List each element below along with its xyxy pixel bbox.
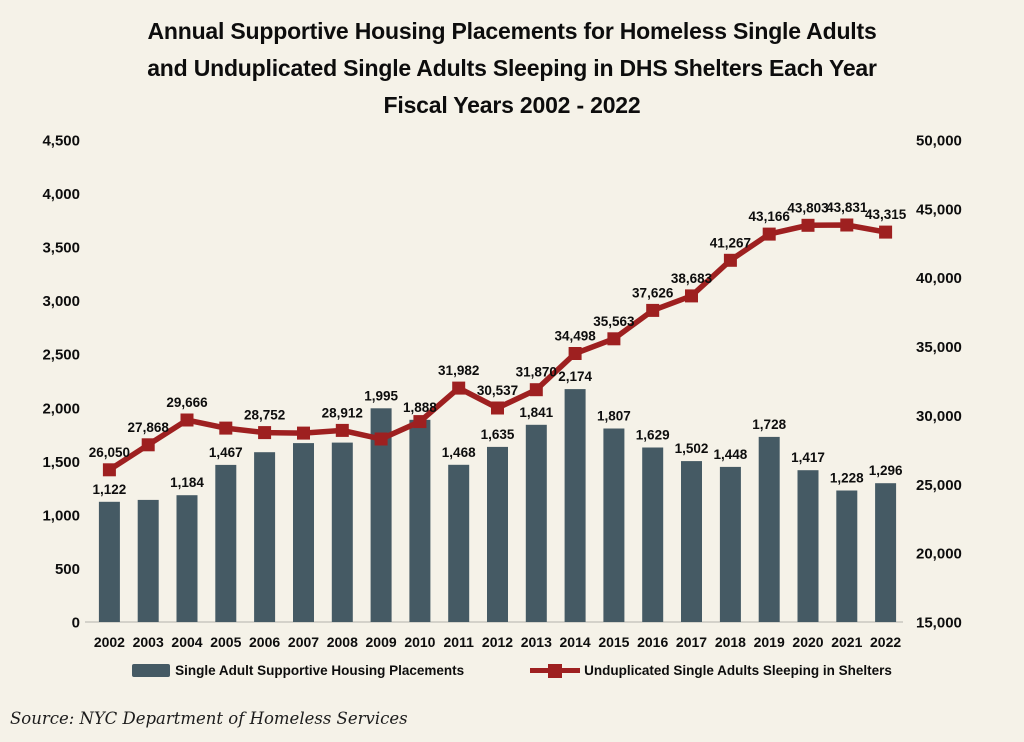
bar-2019 (759, 437, 780, 622)
line-marker-2010 (413, 415, 426, 428)
line-label-2012: 30,537 (476, 383, 519, 398)
year-label-2012: 2012 (481, 634, 514, 650)
left-axis-tick-0: 0 (71, 614, 80, 632)
line-label-2015: 35,563 (593, 313, 635, 329)
bar-2014 (565, 389, 586, 622)
line-marker-2014 (569, 347, 582, 360)
left-axis-tick-4,500: 4,500 (42, 132, 80, 150)
year-label-2016: 2016 (637, 634, 669, 650)
square-marker-icon (548, 664, 562, 678)
bar-label-2010: 1,888 (403, 399, 437, 415)
bar-label-2011: 1,468 (441, 444, 476, 460)
year-label-2017: 2017 (675, 634, 708, 650)
bar-2015 (603, 429, 624, 623)
year-label-2006: 2006 (249, 634, 281, 650)
bar-2013 (526, 425, 547, 622)
line-marker-2004 (181, 414, 194, 427)
year-label-2005: 2005 (210, 634, 242, 650)
chart-title-line1: Annual Supportive Housing Placements for Homeless Single Adults (147, 18, 877, 44)
right-axis-tick-40,000: 40,000 (916, 270, 962, 288)
bar-2002 (99, 502, 120, 622)
right-axis-tick-50,000: 50,000 (916, 132, 962, 150)
legend-item-placements (132, 663, 464, 678)
line-marker-2015 (607, 332, 620, 345)
line-label-2021: 43,831 (826, 200, 868, 215)
left-axis-tick-1,500: 1,500 (42, 453, 80, 471)
line-marker-2022 (879, 226, 892, 239)
line-label-2022: 43,315 (864, 207, 907, 223)
line-label-2002: 26,050 (88, 444, 131, 460)
bar-label-2013: 1,841 (519, 404, 554, 420)
line-marker-swatch-icon (530, 668, 580, 673)
line-label-2011: 31,982 (438, 363, 480, 379)
bar-2016 (642, 448, 663, 623)
line-marker-2008 (336, 424, 349, 437)
line-label-2004: 29,666 (166, 395, 208, 410)
year-label-2022: 2022 (870, 634, 902, 650)
year-label-2004: 2004 (171, 634, 203, 650)
line-marker-2013 (530, 383, 543, 396)
year-label-2014: 2014 (559, 634, 591, 650)
line-marker-2017 (685, 289, 698, 302)
right-axis-tick-35,000: 35,000 (916, 339, 962, 357)
bar-2005 (215, 465, 236, 622)
left-axis-tick-3,000: 3,000 (42, 293, 80, 311)
bar-label-2004: 1,184 (170, 475, 204, 491)
bar-label-2002: 1,122 (92, 481, 127, 497)
year-label-2015: 2015 (598, 634, 630, 650)
line-marker-2006 (258, 426, 271, 439)
bar-2012 (487, 447, 508, 622)
bar-2017 (681, 461, 702, 622)
legend-label-placements: Single Adult Supportive Housing Placements (175, 663, 465, 678)
left-axis-tick-2,500: 2,500 (42, 346, 80, 364)
line-marker-2021 (840, 219, 853, 232)
bar-2010 (409, 420, 430, 622)
left-axis-tick-1,000: 1,000 (42, 507, 80, 525)
line-marker-2012 (491, 402, 504, 415)
chart-title-line3: Fiscal Years 2002 - 2022 (383, 92, 641, 118)
year-label-2002: 2002 (93, 634, 125, 650)
bar-label-2016: 1,629 (635, 427, 670, 443)
bar-label-2009: 1,995 (364, 388, 398, 404)
bar-label-2005: 1,467 (208, 444, 243, 460)
bar-2021 (836, 491, 857, 623)
bar-label-2015: 1,807 (597, 408, 631, 424)
line-label-2018: 41,267 (709, 235, 752, 251)
right-axis-tick-30,000: 30,000 (916, 407, 962, 425)
legend-label-shelter: Unduplicated Single Adults Sleeping in Shelters (584, 663, 892, 678)
left-axis-tick-500: 500 (54, 560, 80, 578)
year-label-2019: 2019 (753, 634, 785, 650)
line-marker-2009 (375, 433, 388, 446)
year-label-2007: 2007 (287, 634, 320, 650)
bar-2004 (177, 495, 198, 622)
line-marker-2016 (646, 304, 659, 317)
line-label-2013: 31,870 (515, 364, 557, 380)
bar-2020 (798, 470, 819, 622)
line-marker-2011 (452, 382, 465, 395)
line-label-2008: 28,912 (321, 405, 363, 421)
bar-swatch-icon (132, 664, 170, 677)
left-axis-tick-3,500: 3,500 (42, 239, 80, 257)
line-label-2016: 37,626 (632, 285, 674, 301)
year-label-2011: 2011 (443, 634, 474, 650)
bar-label-2019: 1,728 (752, 416, 787, 432)
year-label-2010: 2010 (404, 634, 436, 650)
line-marker-2003 (142, 438, 155, 451)
bar-label-2020: 1,417 (791, 450, 825, 466)
year-label-2021: 2021 (831, 634, 863, 650)
bar-label-2021: 1,228 (829, 470, 864, 486)
line-marker-2002 (103, 463, 116, 476)
year-label-2009: 2009 (365, 634, 397, 650)
right-axis-tick-15,000: 15,000 (916, 614, 962, 632)
line-marker-2020 (802, 219, 815, 232)
line-label-2014: 34,498 (554, 328, 596, 344)
bar-2018 (720, 467, 741, 622)
year-label-2013: 2013 (520, 634, 552, 650)
bar-label-2014: 2,174 (558, 369, 592, 385)
legend (0, 663, 1024, 678)
right-axis-tick-20,000: 20,000 (916, 545, 962, 563)
line-label-2019: 43,166 (748, 209, 790, 225)
legend-item-shelter (530, 663, 892, 678)
right-axis-tick-45,000: 45,000 (916, 201, 962, 219)
line-marker-2007 (297, 427, 310, 440)
source-note: Source: NYC Department of Homeless Services (10, 709, 408, 728)
bar-label-2022: 1,296 (868, 463, 903, 479)
line-label-2017: 38,683 (670, 270, 713, 286)
bar-2003 (138, 500, 159, 622)
bar-2022 (875, 483, 896, 622)
chart-title-line2: and Unduplicated Single Adults Sleeping in DHS Shelters Each Year (147, 55, 877, 81)
line-marker-2019 (763, 228, 776, 241)
bar-2008 (332, 443, 353, 622)
bar-2011 (448, 465, 469, 622)
line-label-2003: 27,868 (127, 419, 169, 435)
right-axis-tick-25,000: 25,000 (916, 476, 962, 494)
year-label-2018: 2018 (714, 634, 746, 650)
bar-label-2018: 1,448 (713, 446, 748, 462)
bar-2006 (254, 452, 275, 622)
line-label-2006: 28,752 (243, 407, 286, 423)
line-marker-2005 (219, 422, 232, 435)
bar-2007 (293, 443, 314, 622)
year-label-2003: 2003 (132, 634, 164, 650)
line-marker-2018 (724, 254, 737, 267)
bar-label-2017: 1,502 (674, 441, 709, 457)
left-axis-tick-4,000: 4,000 (42, 186, 80, 204)
year-label-2008: 2008 (326, 634, 358, 650)
line-label-2020: 43,803 (787, 200, 829, 216)
bar-label-2012: 1,635 (480, 426, 515, 442)
left-axis-tick-2,000: 2,000 (42, 400, 80, 418)
year-label-2020: 2020 (792, 634, 824, 650)
